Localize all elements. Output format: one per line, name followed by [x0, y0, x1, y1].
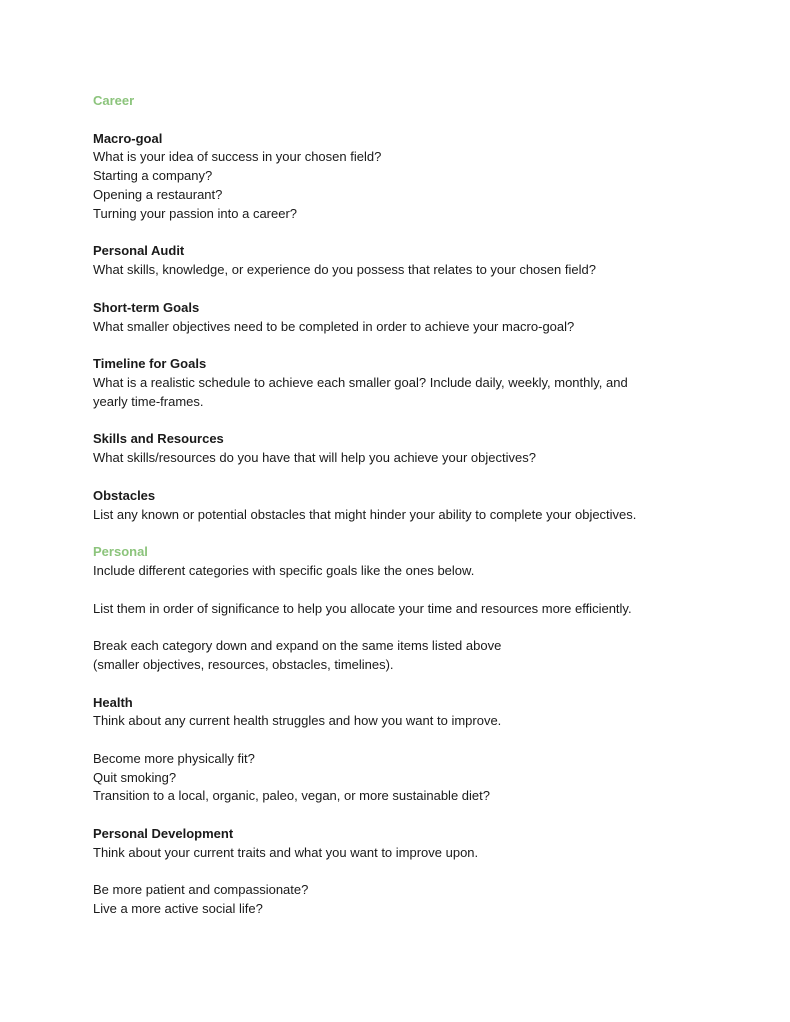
section-line: Think about your current traits and what you want to improve upon. [93, 844, 479, 860]
section-heading: Macro-goal [93, 130, 163, 146]
section-line: List any known or potential obstacles that might hinder your ability to complete your objectives. [93, 506, 637, 522]
personal-paragraph: (smaller objectives, resources, obstacles, timelines). [93, 656, 394, 672]
section-heading: Timeline for Goals [93, 356, 207, 372]
section-heading: Skills and Resources [93, 431, 224, 447]
section-obstacles [93, 487, 733, 525]
section-line: Turning your passion into a career? [93, 205, 298, 221]
section-timeline-for-goals [93, 355, 733, 411]
section-heading: Personal Development [93, 826, 234, 842]
personal-intro: Include different categories with specific goals like the ones below. [93, 562, 475, 578]
section-heading: Obstacles [93, 487, 156, 503]
section-macro-goal [93, 130, 733, 224]
section-line: Opening a restaurant? [93, 186, 223, 202]
section-heading: Health [93, 694, 133, 710]
section-line: yearly time-frames. [93, 393, 204, 409]
section-line: Think about any current health struggles and how you want to improve. [93, 713, 502, 729]
example-line: Quit smoking? [93, 769, 177, 785]
section-line: Starting a company? [93, 168, 213, 184]
section-health [93, 694, 733, 807]
document-page [93, 92, 733, 919]
example-line: Become more physically fit? [93, 750, 255, 766]
section-skills-and-resources [93, 430, 733, 468]
section-line: What is your idea of success in your chosen field? [93, 149, 382, 165]
personal-paragraph: Break each category down and expand on the same items listed above [93, 638, 502, 654]
example-line: Live a more active social life? [93, 901, 263, 917]
personal-paragraph: List them in order of significance to help you allocate your time and resources more efficiently. [93, 600, 632, 616]
section-line: What smaller objectives need to be completed in order to achieve your macro-goal? [93, 318, 575, 334]
category-personal-title: Personal [93, 544, 148, 560]
section-short-term-goals [93, 299, 733, 337]
section-heading: Short-term Goals [93, 299, 200, 315]
example-line: Be more patient and compassionate? [93, 882, 309, 898]
section-heading: Personal Audit [93, 243, 185, 259]
section-line: What is a realistic schedule to achieve each smaller goal? Include daily, weekly, monthly, and [93, 374, 628, 390]
example-line: Transition to a local, organic, paleo, vegan, or more sustainable diet? [93, 788, 490, 804]
section-line: What skills/resources do you have that will help you achieve your objectives? [93, 450, 536, 466]
section-line: What skills, knowledge, or experience do you possess that relates to your chosen field? [93, 262, 596, 278]
section-personal-development [93, 825, 733, 919]
section-personal-audit [93, 242, 733, 280]
category-career-title: Career [93, 93, 135, 108]
